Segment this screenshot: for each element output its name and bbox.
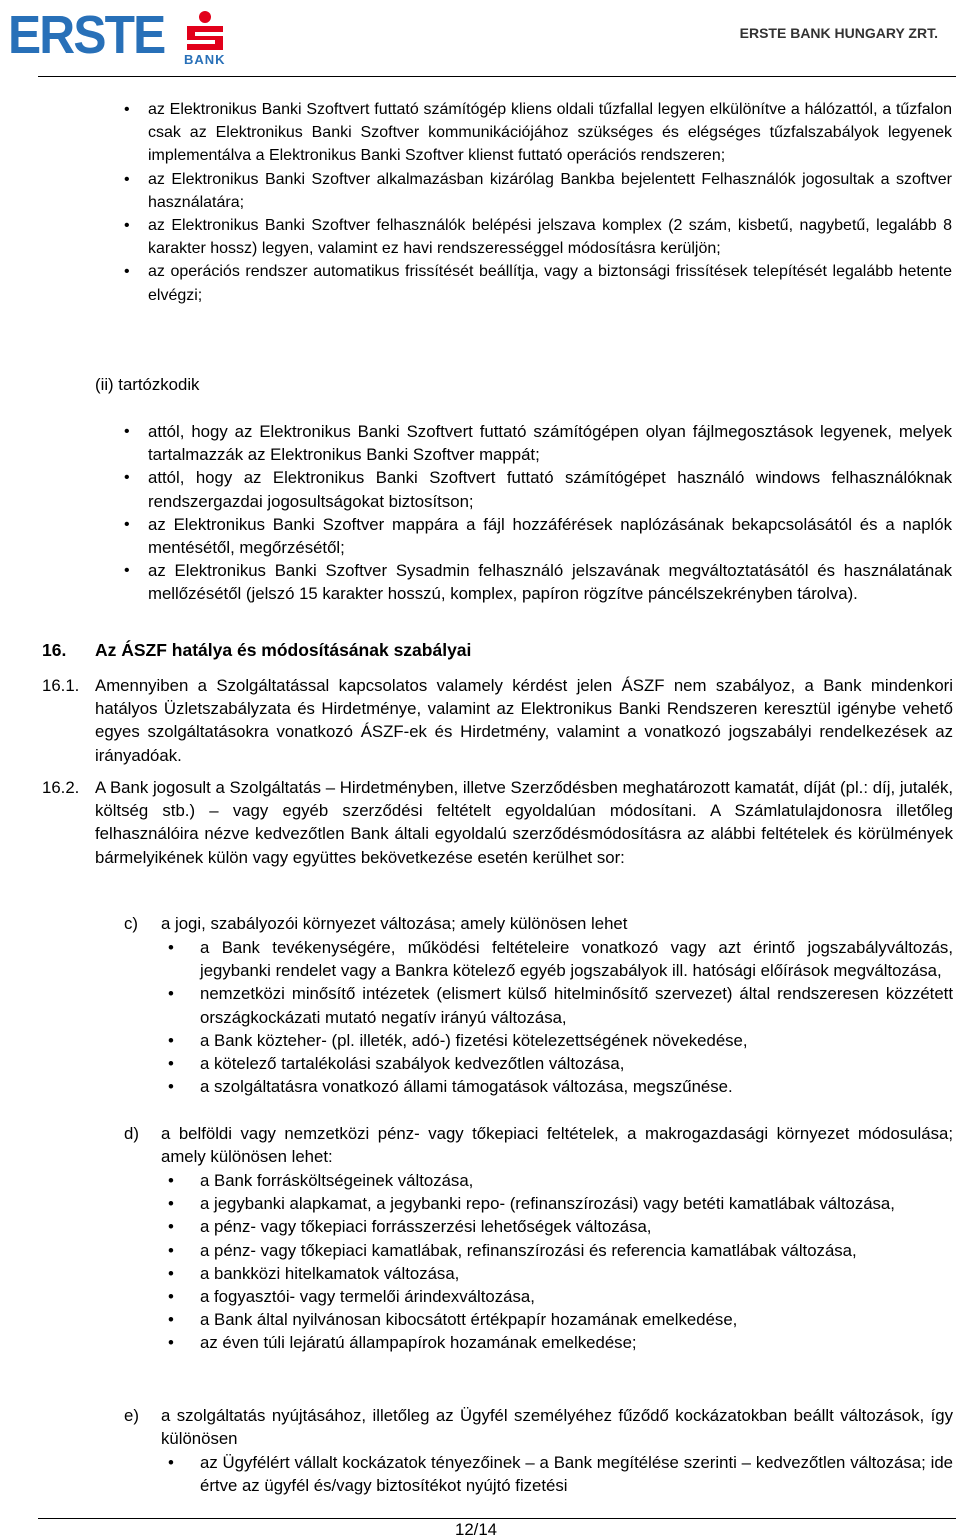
para-16-2-number: 16.2. [42, 778, 80, 797]
item-e-label: e) [124, 1406, 139, 1425]
erste-s-icon [183, 10, 227, 50]
list-item: • a kötelező tartalékolási szabályok kedvezőtlen változása, [200, 1052, 953, 1075]
list-item: • a fogyasztói- vagy termelői árindexváltozása, [200, 1285, 953, 1308]
list-item: • a Bank forrásköltségeinek változása, [200, 1169, 953, 1192]
item-ii-label: (ii) tartózkodik [95, 375, 200, 394]
list-item: • az Elektronikus Banki Szoftvert futtató számítógép kliens oldali tűzfallal legyen elkülönítve a hálózattól, a tűzfalon csak az Elektronikus Banki Szoftver kommunikációjához szükséges és elégséges tűzfalszabályok legyenek implementálva a Elektronikus Banki Szoftver klienst futtató operációs rendszeren; [148, 98, 952, 168]
logo-bank-label: BANK [184, 52, 226, 67]
list-item: • a bankközi hitelkamatok változása, [200, 1262, 953, 1285]
list-item: • az Elektronikus Banki Szoftver alkalmazásban kizárólag Bankba bejelentett Felhasználók jogosultak a szoftver használatára; [148, 168, 952, 214]
para-16-1: Amennyiben a Szolgáltatással kapcsolatos valamely kérdést jelen ÁSZF nem szabályoz, a Bank mindenkori hatályos Üzletszabályzata és Hirdetménye, valamint az Elektronikus Banki Rendszeren keresztül igénybe vehető egyes szolgáltatásokra vonatkozó ÁSZF-ek és Hirdetmény, valamint a vonatkozó jogszabályi rendelkezések az irányadóak. [95, 676, 953, 765]
item-c-label: c) [124, 914, 138, 933]
list-item: • az Ügyfélért vállalt kockázatok tényezőinek – a Bank megítélése szerinti – kedvezőtlen változása; ide értve az ügyfél és/vagy biztosítékot nyújtó fizetési [200, 1451, 953, 1497]
list-item: • a Bank tevékenységére, működési feltételeire vonatkozó vagy azt érintő jogszabályváltozás, jegybanki rendelet vagy a Bankra kötelező egyéb jogszabályok ill. hatósági előírások megváltozása, [200, 936, 953, 982]
list-item: • a jegybanki alapkamat, a jegybanki repo- (refinanszírozási) vagy betéti kamatlábak változása, [200, 1192, 953, 1215]
list-item: • az operációs rendszer automatikus frissítését beállítja, vagy a biztonsági frissítések telepítését legalább hetente elvégzi; [148, 260, 952, 306]
section-number: 16. [42, 640, 67, 660]
list-e [200, 1451, 953, 1497]
list-c [200, 936, 953, 1098]
logo-wordmark: ERSTE [8, 5, 165, 65]
item-c-text: a jogi, szabályozói környezet változása; amely különösen lehet [161, 914, 628, 933]
list-ii [148, 420, 952, 606]
list-item: • az Elektronikus Banki Szoftver mappára a fájl hozzáférések naplózásának bekapcsolásától és a naplók mentésétől, megőrzésétől; [148, 513, 952, 559]
item-d-label: d) [124, 1124, 139, 1143]
list-item: • a Bank közteher- (pl. illeték, adó-) fizetési kötelezettségének növekedése, [200, 1029, 953, 1052]
list-item: • nemzetközi minősítő intézetek (elismert külső hitelminősítő szervezet) által rendszeresen közzétett országkockázati mutató negatív irányú változása, [200, 982, 953, 1028]
list-item: • attól, hogy az Elektronikus Banki Szoftvert futtató számítógépen olyan fájlmegosztások legyenek, melyek tartalmazzák az Elektronikus Banki Szoftver mappát; [148, 420, 952, 466]
list-item: • a pénz- vagy tőkepiaci forrásszerzési lehetőségek változása, [200, 1215, 953, 1238]
list-d [200, 1169, 953, 1355]
list-item: • a pénz- vagy tőkepiaci kamatlábak, refinanszírozási és referencia kamatlábak változása, [200, 1239, 953, 1262]
page-header [0, 0, 960, 75]
list-item: • az Elektronikus Banki Szoftver felhasználók belépési jelszava komplex (2 szám, kisbetű, nagybetű, legalább 8 karakter hossz) legyen, valamint ez havi rendszerességgel módosításra kerüljön; [148, 214, 952, 260]
para-16-2: A Bank jogosult a Szolgáltatás – Hirdetményben, illetve Szerződésben meghatározott kamatát, díját (pl.: díj, jutalék, költség stb.) – vagy egyéb szerződési feltételt egyoldalúan módosítani. A Számlatulajdonosra illetőleg felhasználóira nézve kedvezőtlen Bank általi egyoldalú szerződésmódosításra az alábbi feltételek és körülmények bármelyikének külön vagy együttes bekövetkezése esetén kerülhet sor: [95, 778, 953, 867]
list-item: • az Elektronikus Banki Szoftver Sysadmin felhasználó jelszavának megváltoztatásától és használatának mellőzésétől (jelszó 15 karakter hosszú, komplex, papíron rögzítve páncélszekrényben tárolva). [148, 559, 952, 605]
section-title: Az ÁSZF hatálya és módosításának szabályai [95, 640, 472, 660]
list-item: • a Bank által nyilvánosan kibocsátott értékpapír hozamának emelkedése, [200, 1308, 953, 1331]
footer-divider [38, 1518, 956, 1519]
page-number: 12/14 [455, 1520, 497, 1539]
header-divider [38, 76, 956, 77]
list-item: • az éven túli lejáratú állampapírok hozamának emelkedése; [200, 1331, 953, 1354]
list-i [148, 98, 952, 307]
company-name: ERSTE BANK HUNGARY ZRT. [739, 25, 938, 41]
item-d-text: a belföldi vagy nemzetközi pénz- vagy tőkepiaci feltételek, a makrogazdasági környezet módosulása; amely különösen lehet: [161, 1124, 953, 1167]
list-item: • a szolgáltatásra vonatkozó állami támogatások változása, megszűnése. [200, 1075, 953, 1098]
item-e-text: a szolgáltatás nyújtásához, illetőleg az Ügyfél személyéhez fűződő kockázatokban beállt változások, így különösen [161, 1406, 953, 1449]
para-16-1-number: 16.1. [42, 676, 80, 695]
list-item: • attól, hogy az Elektronikus Banki Szoftvert futtató számítógépet használó windows felhasználóknak rendszergazdai jogosultságokat biztosítson; [148, 466, 952, 512]
